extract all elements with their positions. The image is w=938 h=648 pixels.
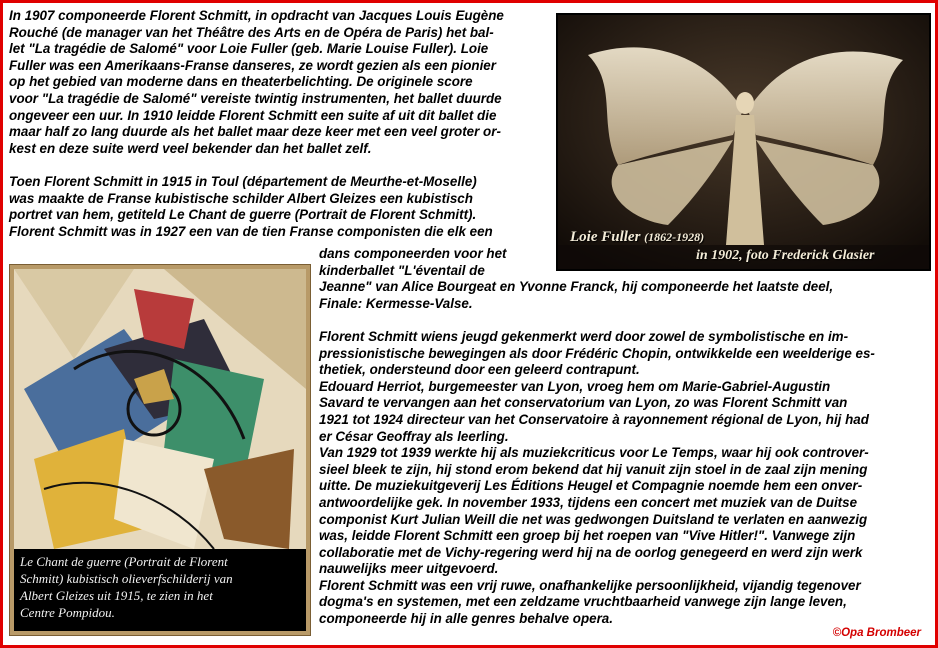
photo-caption-dates: (1862-1928) bbox=[644, 230, 705, 244]
article-line: Rouché (de manager van het Théâtre des Arts en de Opéra de Paris) het bal- bbox=[9, 24, 494, 40]
article-line: 1921 tot 1924 directeur van het Conservatoire à rayonnement régional de Lyon, hij had bbox=[319, 411, 869, 427]
painting-caption-line: Centre Pompidou. bbox=[20, 605, 115, 620]
photo-caption-line1 bbox=[570, 229, 704, 246]
article-line: was maakte de Franse kubistische schilder Albert Gleizes een kubistisch bbox=[9, 190, 473, 206]
article-line: Florent Schmitt was in 1927 een van de tien Franse componisten die elk een bbox=[9, 223, 493, 239]
dancer-photo bbox=[556, 13, 931, 271]
article-line: was, leidde Florent Schmitt een groep bij het roepen van "Vive Hitler!". Vanwege zijn bbox=[319, 528, 856, 544]
article-line: maar half zo lang duurde als het ballet maar deze keer met een veel groter or- bbox=[9, 124, 501, 140]
article-line: nauwelijks meer uitgevoerd. bbox=[319, 561, 499, 577]
painting-caption bbox=[14, 549, 306, 631]
article-line: let "La tragédie de Salomé" voor Loie Fuller (geb. Marie Louise Fuller). Loie bbox=[9, 41, 489, 57]
painting-caption-line: Albert Gleizes uit 1915, te zien in het bbox=[20, 588, 213, 603]
article-line: collaboratie met de Vichy-regering werd hij na de oorlog genegeerd en werd zijn werk bbox=[319, 544, 863, 560]
article-line: componeerde hij in alle genres behalve opera. bbox=[319, 611, 613, 627]
article-line: Florent Schmitt wiens jeugd gekenmerkt werd door zowel de symbolistische en im- bbox=[319, 328, 849, 344]
copyright-credit: ©Opa Brombeer bbox=[832, 627, 921, 639]
article-line: Florent Schmitt was een vrij ruwe, onafhankelijke persoonlijkheid, vijandig tegenover bbox=[319, 577, 861, 593]
cubist-painting bbox=[10, 265, 310, 635]
article-line bbox=[319, 312, 875, 329]
article-line: sieel bleek te zijn, hij stond erom bekend dat hij vanuit zijn stoel in de zaal zijn mening bbox=[319, 461, 868, 477]
article-line: Edouard Herriot, burgemeester van Lyon, vroeg hem om Marie-Gabriel-Augustin bbox=[319, 378, 831, 394]
article-text-right bbox=[319, 246, 875, 628]
article-line: Fuller was een Amerikaans-Franse danseres, ze wordt gezien als een pionier bbox=[9, 57, 496, 73]
painting-caption-line: Le Chant de guerre (Portrait de Florent bbox=[20, 554, 228, 569]
article-line bbox=[9, 157, 504, 174]
article-line: uitte. De muziekuitgeverij Les Éditions Heugel et Compagnie noemde hem een onver- bbox=[319, 478, 863, 494]
article-line: pressionistische bewegingen als door Frédéric Chopin, ontwikkelde een weelderige es- bbox=[319, 345, 875, 361]
article-line: voor "La tragédie de Salomé" vereiste twintig instrumenten, het ballet duurde bbox=[9, 90, 502, 106]
article-line: ongeveer een uur. In 1910 leidde Florent Schmitt een suite af uit dit ballet die bbox=[9, 107, 497, 123]
photo-caption-name: Loie Fuller bbox=[570, 229, 641, 245]
article-line: kest en deze suite werd veel bekender dan het ballet zelf. bbox=[9, 140, 372, 156]
article-line: dans componeerden voor het bbox=[319, 246, 507, 261]
article-text-top bbox=[9, 8, 504, 240]
article-line: Finale: Kermesse-Valse. bbox=[319, 295, 473, 311]
article-line: componist Kurt Julian Weill die net was gedwongen Duitsland te verlaten en aanwezig bbox=[319, 511, 868, 527]
article-line: op het gebied van moderne dans en theaterbelichting. De originele score bbox=[9, 74, 473, 90]
article-line: thetiek, ondersteund door een geleerd contrapunt. bbox=[319, 362, 640, 378]
article-line: antwoordelijke gek. In november 1933, tijdens een concert met muziek van de Duitse bbox=[319, 494, 858, 510]
article-line: Savard te vervangen aan het conservatorium van Lyon, zo was Florent Schmitt van bbox=[319, 395, 848, 411]
painting-caption-line: Schmitt) kubistisch olieverfschilderij van bbox=[20, 571, 233, 586]
article-line: kinderballet "L'éventail de bbox=[319, 262, 485, 278]
article-line: Van 1929 tot 1939 werkte hij als muziekcriticus voor Le Temps, waar hij ook controver- bbox=[319, 445, 869, 461]
article-line: portret van hem, getiteld Le Chant de guerre (Portrait de Florent Schmitt). bbox=[9, 207, 477, 223]
article-line: In 1907 componeerde Florent Schmitt, in opdracht van Jacques Louis Eugène bbox=[9, 8, 504, 23]
article-line: Jeanne" van Alice Bourgeat en Yvonne Franck, hij componeerde het laatste deel, bbox=[319, 279, 834, 295]
article-line: Toen Florent Schmitt in 1915 in Toul (département de Meurthe-et-Moselle) bbox=[9, 173, 477, 189]
photo-caption-line2: in 1902, foto Frederick Glasier bbox=[696, 248, 875, 263]
article-line: dogma's en systemen, met een zeldzame vruchtbaarheid vanwege zijn lange leven, bbox=[319, 594, 847, 610]
article-line: er César Geoffray als leerling. bbox=[319, 428, 509, 444]
